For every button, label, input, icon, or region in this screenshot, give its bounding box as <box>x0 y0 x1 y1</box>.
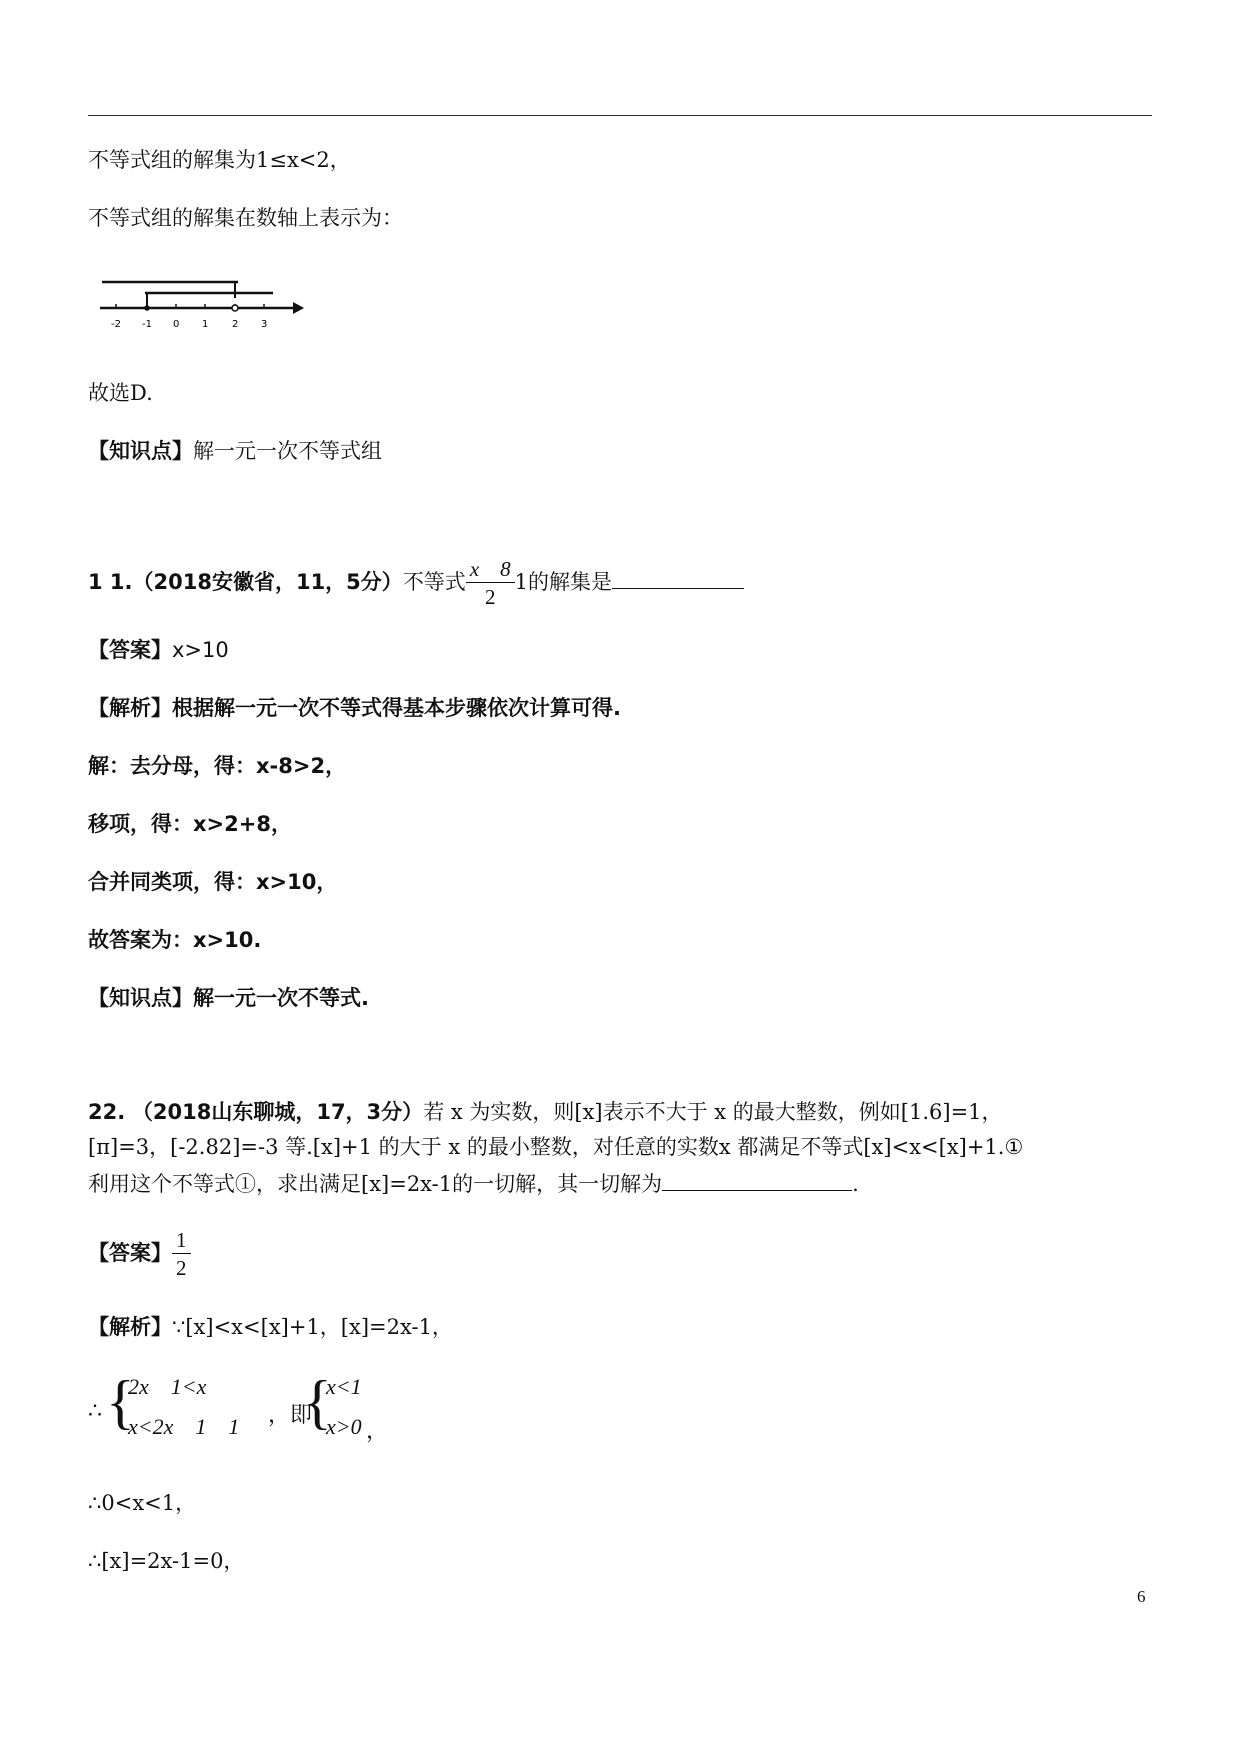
system-end: ， <box>366 1418 389 1443</box>
knowledge-label: 【知识点】 <box>88 439 193 463</box>
stem-text: 利用这个不等式①，求出满足[x]=2x-1的一切解，其一切解为 <box>88 1172 663 1196</box>
solution-step: 故答案为：x>10. <box>88 928 262 952</box>
analysis-line <box>88 693 621 723</box>
solution-step: 解：去分母，得：x-8>2， <box>88 754 347 778</box>
question-number: 1 1. <box>88 570 133 594</box>
solution-step: ∴[x]=2x-1=0， <box>88 1549 245 1573</box>
tick-label: 1 <box>202 319 209 330</box>
closed-point <box>144 305 150 311</box>
analysis-label: 【解析】 <box>88 696 172 720</box>
tick-label: 2 <box>232 319 239 330</box>
question-source: （2018山东聊城，17，3分） <box>131 1100 424 1124</box>
system2-row2: x>0 <box>326 1414 362 1439</box>
solution-set-line: 不等式组的解集为1≤x<2， <box>88 148 351 172</box>
left-brace: { <box>106 1369 135 1435</box>
number-line-figure <box>98 278 308 333</box>
tick-label: -2 <box>111 319 121 330</box>
question-source: （2018安徽省，11，5分） <box>132 570 403 594</box>
conclusion-line: 故选D. <box>88 381 153 405</box>
page-number: 6 <box>1137 1587 1146 1606</box>
stem-text: 不等式 <box>402 570 466 594</box>
knowledge-label: 【知识点】 <box>88 986 193 1010</box>
tick-label: 3 <box>261 319 268 330</box>
fraction-denominator: 2 <box>484 585 496 609</box>
tick-label: 0 <box>173 319 180 330</box>
answer-label: 【答案】 <box>88 638 172 662</box>
stem-text: 1的解集是 <box>514 570 613 594</box>
fraction <box>466 556 515 611</box>
knowledge-point-line <box>88 436 382 466</box>
analysis-text: 根据解一元一次不等式得基本步骤依次计算可得. <box>172 696 621 720</box>
analysis-label: 【解析】 <box>88 1315 172 1339</box>
system2-row1: x<1 <box>326 1374 362 1399</box>
answer-line <box>88 1225 191 1282</box>
inequality-systems <box>88 1369 418 1452</box>
system1-row2: x<2x 1 1 <box>128 1414 240 1439</box>
tick-label: -1 <box>142 319 152 330</box>
system1-row1: 2x 1<x <box>128 1374 207 1399</box>
answer-blank <box>612 566 744 589</box>
analysis-text: ∵[x]<x<[x]+1，[x]=2x-1， <box>172 1315 453 1339</box>
axis-arrow <box>293 302 304 314</box>
therefore-symbol: ∴ <box>88 1398 102 1423</box>
stem-end: . <box>852 1172 859 1196</box>
answer-blank <box>662 1168 852 1191</box>
question-22-line1 <box>88 1097 1003 1127</box>
knowledge-point-line <box>88 983 369 1013</box>
answer-fraction <box>172 1227 191 1282</box>
knowledge-text: 解一元一次不等式. <box>193 986 369 1010</box>
solution-step: 移项，得：x>2+8， <box>88 812 292 836</box>
fraction-numerator: x 8 <box>466 556 515 583</box>
left-brace: { <box>303 1369 332 1435</box>
number-line-intro: 不等式组的解集在数轴上表示为： <box>88 206 403 230</box>
header-rule <box>88 115 1152 116</box>
answer-label: 【答案】 <box>88 1241 172 1265</box>
solution-step: ∴0<x<1， <box>88 1491 197 1515</box>
knowledge-text: 解一元一次不等式组 <box>193 439 382 463</box>
solution-step: 合并同类项，得：x>10， <box>88 870 338 894</box>
question-22-line2: [π]=3，[-2.82]=-3 等.[x]+1 的大于 x 的最小整数，对任意的实数x 都满足不等式[x]<x<[x]+1.① <box>88 1135 1024 1159</box>
stem-text: 若 x 为实数，则[x]表示不大于 x 的最大整数，例如[1.6]=1， <box>423 1100 1003 1124</box>
fraction-numerator: 1 <box>172 1227 191 1254</box>
ji-text: ，即 <box>268 1402 313 1427</box>
answer-line <box>88 635 229 665</box>
question-22-line3 <box>88 1168 859 1199</box>
answer-value: x>10 <box>172 638 229 662</box>
question-11-stem <box>88 555 744 611</box>
analysis-line <box>88 1312 453 1342</box>
question-number: 22. <box>88 1100 126 1124</box>
fraction-denominator: 2 <box>176 1256 187 1280</box>
open-point <box>232 305 238 311</box>
